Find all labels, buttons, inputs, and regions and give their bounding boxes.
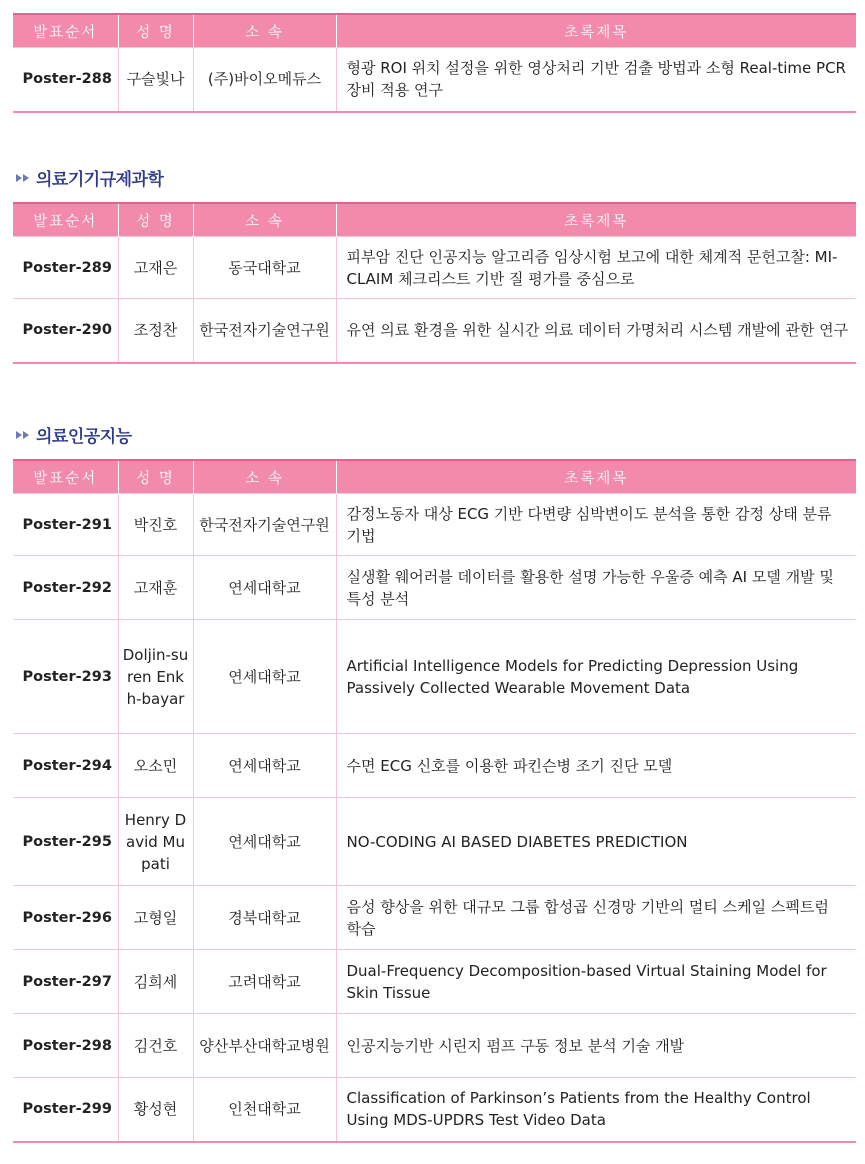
- affiliation: 한국전자기술연구원: [193, 494, 336, 556]
- col-affiliation-header: 소 속: [193, 203, 336, 237]
- author-name: Henry David Mupati: [118, 798, 193, 886]
- abstract-title: NO-CODING AI BASED DIABETES PREDICTION: [336, 798, 856, 886]
- author-name: 김건호: [118, 1014, 193, 1078]
- col-name-header: 성 명: [118, 460, 193, 494]
- abstract-table: [13, 202, 856, 364]
- abstract-title: Classification of Parkinson’s Patients from the Healthy Control Using MDS-UPDRS Test Video Data: [336, 1078, 856, 1142]
- author-name: 김희세: [118, 950, 193, 1014]
- affiliation: 양산부산대학교병원: [193, 1014, 336, 1078]
- poster-id: Poster-293: [13, 620, 118, 734]
- col-name-header: 성 명: [118, 203, 193, 237]
- affiliation: 한국전자기술연구원: [193, 299, 336, 363]
- poster-id: Poster-289: [13, 237, 118, 299]
- author-name: 고재훈: [118, 556, 193, 620]
- affiliation: 고려대학교: [193, 950, 336, 1014]
- table-row: [13, 494, 856, 556]
- col-order-header: 발표순서: [13, 203, 118, 237]
- affiliation: 연세대학교: [193, 734, 336, 798]
- abstract-title: Artificial Intelligence Models for Predicting Depression Using Passively Collected Wearable Movement Data: [336, 620, 856, 734]
- table-row: [13, 1078, 856, 1142]
- section-heading: [16, 165, 163, 190]
- abstract-title: 음성 향상을 위한 대규모 그룹 합성곱 신경망 기반의 멀티 스케일 스펙트럼 학습: [336, 886, 856, 950]
- table-row: [13, 1014, 856, 1078]
- poster-id: Poster-290: [13, 299, 118, 363]
- table-row: [13, 886, 856, 950]
- affiliation: 연세대학교: [193, 620, 336, 734]
- affiliation: 동국대학교: [193, 237, 336, 299]
- author-name: 고형일: [118, 886, 193, 950]
- col-order-header: 발표순서: [13, 14, 118, 48]
- abstract-title: 감정노동자 대상 ECG 기반 다변량 심박변이도 분석을 통한 감정 상태 분류 기법: [336, 494, 856, 556]
- abstract-title: 유연 의료 환경을 위한 실시간 의료 데이터 가명처리 시스템 개발에 관한 연구: [336, 299, 856, 363]
- double-arrow-icon: [16, 431, 30, 439]
- table-header-row: [13, 460, 856, 494]
- table-row: [13, 299, 856, 363]
- poster-id: Poster-288: [13, 48, 118, 112]
- col-title-header: 초록제목: [336, 14, 856, 48]
- affiliation: 연세대학교: [193, 798, 336, 886]
- author-name: 조정찬: [118, 299, 193, 363]
- poster-id: Poster-292: [13, 556, 118, 620]
- table-row: [13, 734, 856, 798]
- abstract-title: 피부암 진단 인공지능 알고리즘 임상시험 보고에 대한 체계적 문헌고찰: MI-CLAIM 체크리스트 기반 질 평가를 중심으로: [336, 237, 856, 299]
- poster-id: Poster-299: [13, 1078, 118, 1142]
- col-title-header: 초록제목: [336, 460, 856, 494]
- author-name: 오소민: [118, 734, 193, 798]
- abstract-title: 실생활 웨어러블 데이터를 활용한 설명 가능한 우울증 예측 AI 모델 개발 및 특성 분석: [336, 556, 856, 620]
- section-heading: [16, 422, 132, 447]
- poster-id: Poster-291: [13, 494, 118, 556]
- table-block-0: [13, 13, 856, 113]
- table-header-row: [13, 203, 856, 237]
- affiliation: (주)바이오메듀스: [193, 48, 336, 112]
- col-title-header: 초록제목: [336, 203, 856, 237]
- section-heading-label: 의료기기규제과학: [36, 170, 164, 190]
- abstract-table: [13, 13, 856, 113]
- abstract-title: Dual-Frequency Decomposition-based Virtual Staining Model for Skin Tissue: [336, 950, 856, 1014]
- author-name: 박진호: [118, 494, 193, 556]
- author-name: 고재은: [118, 237, 193, 299]
- abstract-title: 수면 ECG 신호를 이용한 파킨슨병 조기 진단 모델: [336, 734, 856, 798]
- poster-id: Poster-295: [13, 798, 118, 886]
- table-header-row: [13, 14, 856, 48]
- table-row: [13, 798, 856, 886]
- table-block-1: [13, 202, 856, 364]
- col-affiliation-header: 소 속: [193, 14, 336, 48]
- affiliation: 인천대학교: [193, 1078, 336, 1142]
- col-name-header: 성 명: [118, 14, 193, 48]
- table-row: [13, 237, 856, 299]
- affiliation: 연세대학교: [193, 556, 336, 620]
- section-heading-label: 의료인공지능: [36, 427, 132, 447]
- poster-id: Poster-298: [13, 1014, 118, 1078]
- author-name: 황성현: [118, 1078, 193, 1142]
- author-name: Doljin-suren Enkh-bayar: [118, 620, 193, 734]
- double-arrow-icon: [16, 174, 30, 182]
- table-row: [13, 950, 856, 1014]
- abstract-title: 형광 ROI 위치 설정을 위한 영상처리 기반 검출 방법과 소형 Real-time PCR 장비 적용 연구: [336, 48, 856, 112]
- table-block-2: [13, 459, 856, 1143]
- affiliation: 경북대학교: [193, 886, 336, 950]
- table-row: [13, 48, 856, 112]
- table-row: [13, 556, 856, 620]
- poster-id: Poster-297: [13, 950, 118, 1014]
- poster-id: Poster-296: [13, 886, 118, 950]
- abstract-table: [13, 459, 856, 1143]
- col-order-header: 발표순서: [13, 460, 118, 494]
- col-affiliation-header: 소 속: [193, 460, 336, 494]
- author-name: 구슬빛나: [118, 48, 193, 112]
- table-row: [13, 620, 856, 734]
- poster-id: Poster-294: [13, 734, 118, 798]
- abstract-title: 인공지능기반 시린지 펌프 구동 정보 분석 기술 개발: [336, 1014, 856, 1078]
